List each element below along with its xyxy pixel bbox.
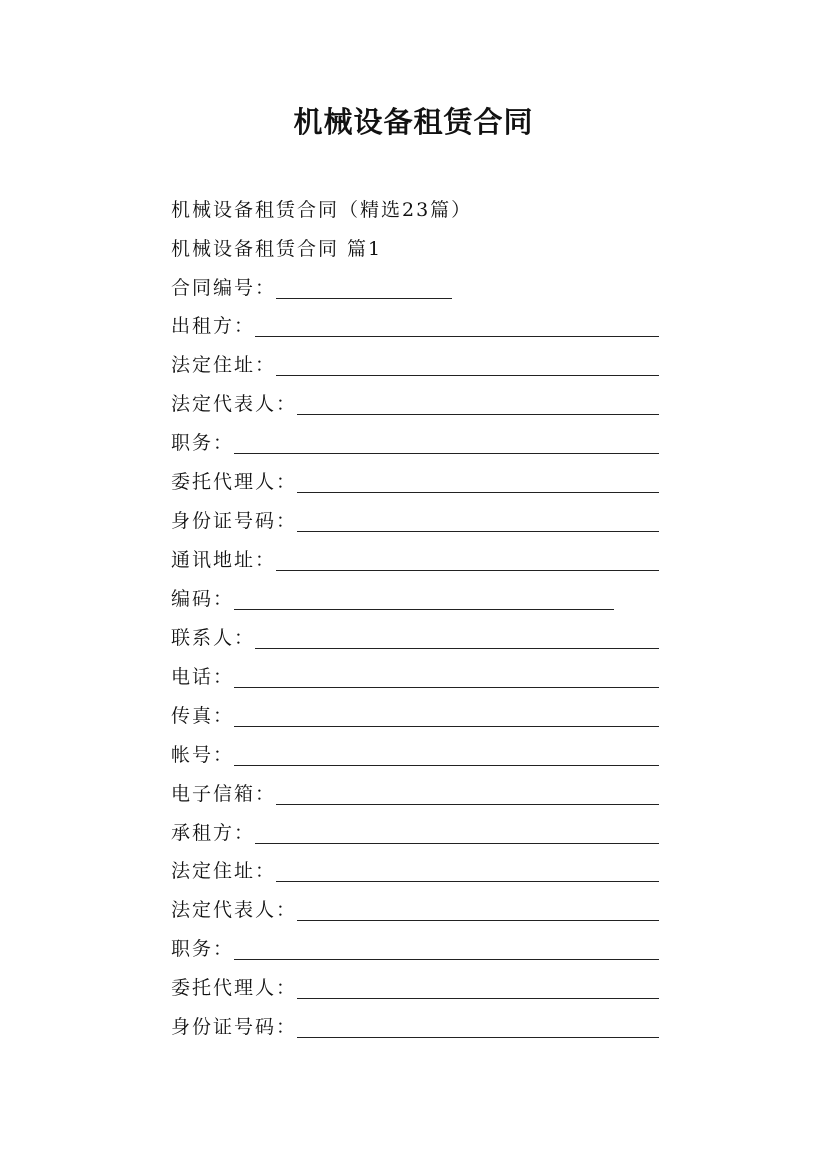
- field-label: 法定代表人：: [171, 393, 298, 415]
- document-title: 机械设备租赁合同: [293, 105, 534, 139]
- fill-in-blank: [276, 375, 659, 376]
- fill-in-blank: [297, 414, 659, 415]
- fill-in-blank: [234, 609, 614, 610]
- fill-in-blank: [255, 843, 659, 844]
- fill-in-blank: [297, 531, 659, 532]
- field-lessor-contact: [171, 625, 659, 651]
- field-label: 电话：: [171, 666, 235, 688]
- field-label: 联系人：: [171, 627, 256, 649]
- field-lessor-email: [171, 781, 659, 807]
- intro-line-part: 机械设备租赁合同 篇1: [171, 238, 383, 260]
- field-lessee-id-number: [171, 1014, 659, 1040]
- fill-in-blank: [276, 570, 659, 571]
- field-label: 委托代理人：: [171, 471, 298, 493]
- field-label: 合同编号：: [171, 277, 277, 299]
- field-label: 身份证号码：: [171, 510, 298, 532]
- field-label: 法定住址：: [171, 354, 277, 376]
- field-label: 电子信箱：: [171, 783, 277, 805]
- field-lessor-address: [171, 352, 659, 378]
- field-lessee-position: [171, 936, 659, 962]
- field-contract-number: [171, 275, 452, 301]
- fill-in-blank: [297, 492, 659, 493]
- field-label: 身份证号码：: [171, 1016, 298, 1038]
- field-lessor-position: [171, 430, 659, 456]
- field-label: 出租方：: [171, 315, 256, 337]
- field-lessor-mailing-address: [171, 547, 659, 573]
- intro-line-collection: 机械设备租赁合同（精选23篇）: [171, 199, 473, 221]
- fill-in-blank: [255, 336, 659, 337]
- field-lessor-fax: [171, 703, 659, 729]
- field-lessor-account: [171, 742, 659, 768]
- fill-in-blank: [297, 920, 659, 921]
- field-label: 法定住址：: [171, 860, 277, 882]
- field-lessee: [171, 820, 659, 846]
- field-lessee-agent: [171, 975, 659, 1001]
- fill-in-blank: [234, 687, 659, 688]
- field-lessor-agent: [171, 469, 659, 495]
- fill-in-blank: [297, 1037, 659, 1038]
- fill-in-blank: [276, 881, 659, 882]
- fill-in-blank: [234, 453, 659, 454]
- field-label: 承租方：: [171, 822, 256, 844]
- field-lessor-phone: [171, 664, 659, 690]
- fill-in-blank: [255, 648, 659, 649]
- field-lessor-id-number: [171, 508, 659, 534]
- field-label: 帐号：: [171, 744, 235, 766]
- field-label: 法定代表人：: [171, 899, 298, 921]
- field-lessee-legal-representative: [171, 897, 659, 923]
- field-label: 通讯地址：: [171, 549, 277, 571]
- field-label: 职务：: [171, 432, 235, 454]
- field-label: 委托代理人：: [171, 977, 298, 999]
- fill-in-blank: [297, 998, 659, 999]
- fill-in-blank: [234, 959, 659, 960]
- fill-in-blank: [276, 298, 452, 299]
- field-lessor-legal-representative: [171, 391, 659, 417]
- fill-in-blank: [234, 726, 659, 727]
- field-label: 传真：: [171, 705, 235, 727]
- field-lessor-postcode: [171, 586, 614, 612]
- field-label: 编码：: [171, 588, 235, 610]
- fill-in-blank: [234, 765, 659, 766]
- field-lessee-address: [171, 858, 659, 884]
- field-label: 职务：: [171, 938, 235, 960]
- fill-in-blank: [276, 804, 659, 805]
- field-lessor: [171, 313, 659, 339]
